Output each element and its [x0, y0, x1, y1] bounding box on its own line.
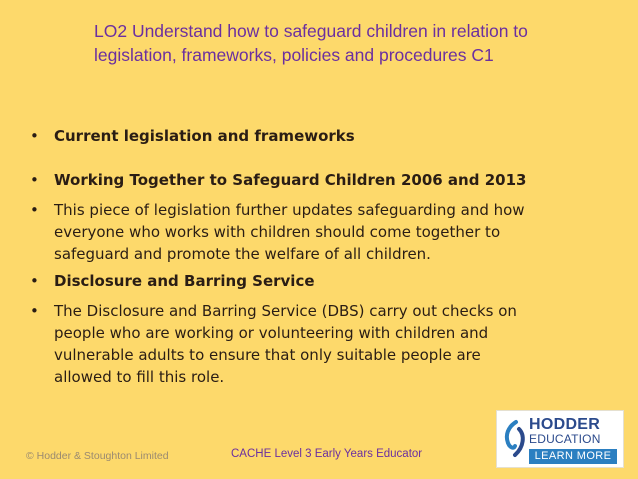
bullet-line: vulnerable adults to ensure that only suitable people are [54, 346, 481, 364]
bullet-line: This piece of legislation further updates safeguarding and how [54, 201, 525, 219]
bullet-text [54, 169, 610, 191]
hodder-education-logo[interactable] [496, 410, 624, 468]
bullet-line: Disclosure and Barring Service [54, 272, 315, 290]
slide-title [94, 19, 574, 67]
bullet-line: Working Together to Safeguard Children 2006 and 2013 [54, 171, 527, 189]
bullet-dbs-heading [30, 270, 610, 292]
bullet-text [54, 199, 610, 265]
bullet-text [54, 300, 610, 388]
learn-more-button[interactable]: LEARN MORE [529, 449, 617, 464]
bullet-marker: • [30, 127, 39, 145]
bullet-marker: • [30, 272, 39, 290]
slide-title-line-1: LO2 Understand how to safeguard children in relation to [94, 21, 528, 41]
bullet-line: Current legislation and frameworks [54, 127, 355, 145]
hodder-swirl-icon [502, 419, 528, 459]
footer-copyright: © Hodder & Stoughton Limited [26, 450, 169, 462]
logo-subtitle: EDUCATION [529, 432, 601, 446]
bullet-marker: • [30, 171, 39, 189]
bullet-line: people who are working or volunteering with children and [54, 324, 489, 342]
bullet-text [54, 270, 610, 292]
bullet-line: The Disclosure and Barring Service (DBS) carry out checks on [54, 302, 517, 320]
bullet-marker: • [30, 302, 39, 320]
bullet-legislation-description [30, 199, 610, 265]
bullet-line: allowed to fill this role. [54, 368, 225, 386]
bullet-working-together [30, 169, 610, 191]
bullet-line: safeguard and promote the welfare of all children. [54, 245, 431, 263]
bullet-current-legislation [30, 125, 610, 147]
bullet-dbs-description [30, 300, 610, 388]
slide-title-line-2: legislation, frameworks, policies and procedures C1 [94, 45, 494, 65]
bullet-line: everyone who works with children should come together to [54, 223, 501, 241]
bullet-text [54, 125, 610, 147]
bullet-list [30, 125, 610, 388]
footer-course-title: CACHE Level 3 Early Years Educator [231, 448, 423, 460]
logo-name: HODDER [529, 416, 601, 433]
bullet-marker: • [30, 201, 39, 219]
